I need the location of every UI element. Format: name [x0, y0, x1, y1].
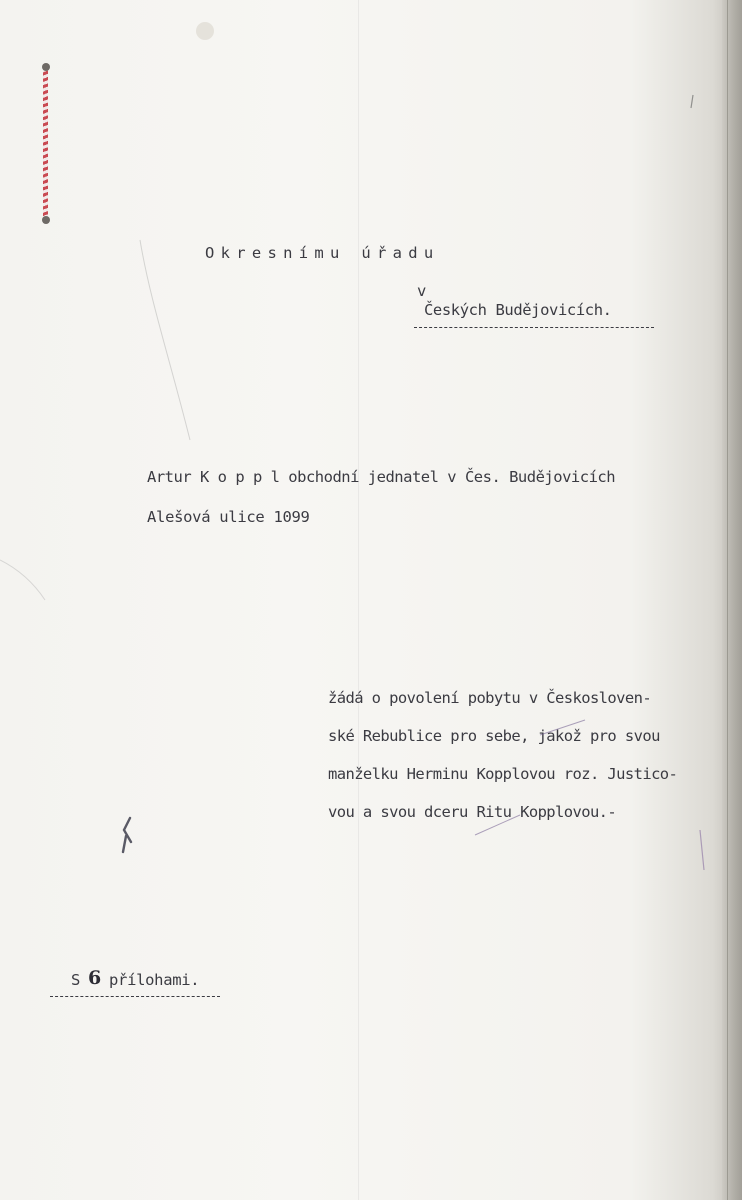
attachments-suffix: přílohami. — [109, 971, 200, 989]
attachments-prefix: S — [71, 971, 81, 989]
attachments-count-handwritten: 6 — [88, 967, 102, 989]
applicant-name-line: Artur K o p p l obchodní jednatel v Čes. Budějovicích — [147, 468, 616, 486]
request-line-1: žádá o povolení pobytu v Českosloven- — [328, 689, 652, 707]
addressee-line-2: v — [417, 282, 427, 300]
request-line-3: manželku Herminu Kopplovou roz. Justico- — [328, 765, 678, 783]
addressee-line-1: Okresnímu úřadu — [205, 244, 440, 262]
addressee-line-3: Českých Budějovicích. — [424, 301, 612, 319]
request-line-2: ské Rebublice pro sebe, jakož pro svou — [328, 727, 660, 745]
applicant-address-line: Alešová ulice 1099 — [147, 508, 310, 526]
request-line-4: vou a svou dceru Ritu Kopplovou.- — [328, 803, 617, 821]
